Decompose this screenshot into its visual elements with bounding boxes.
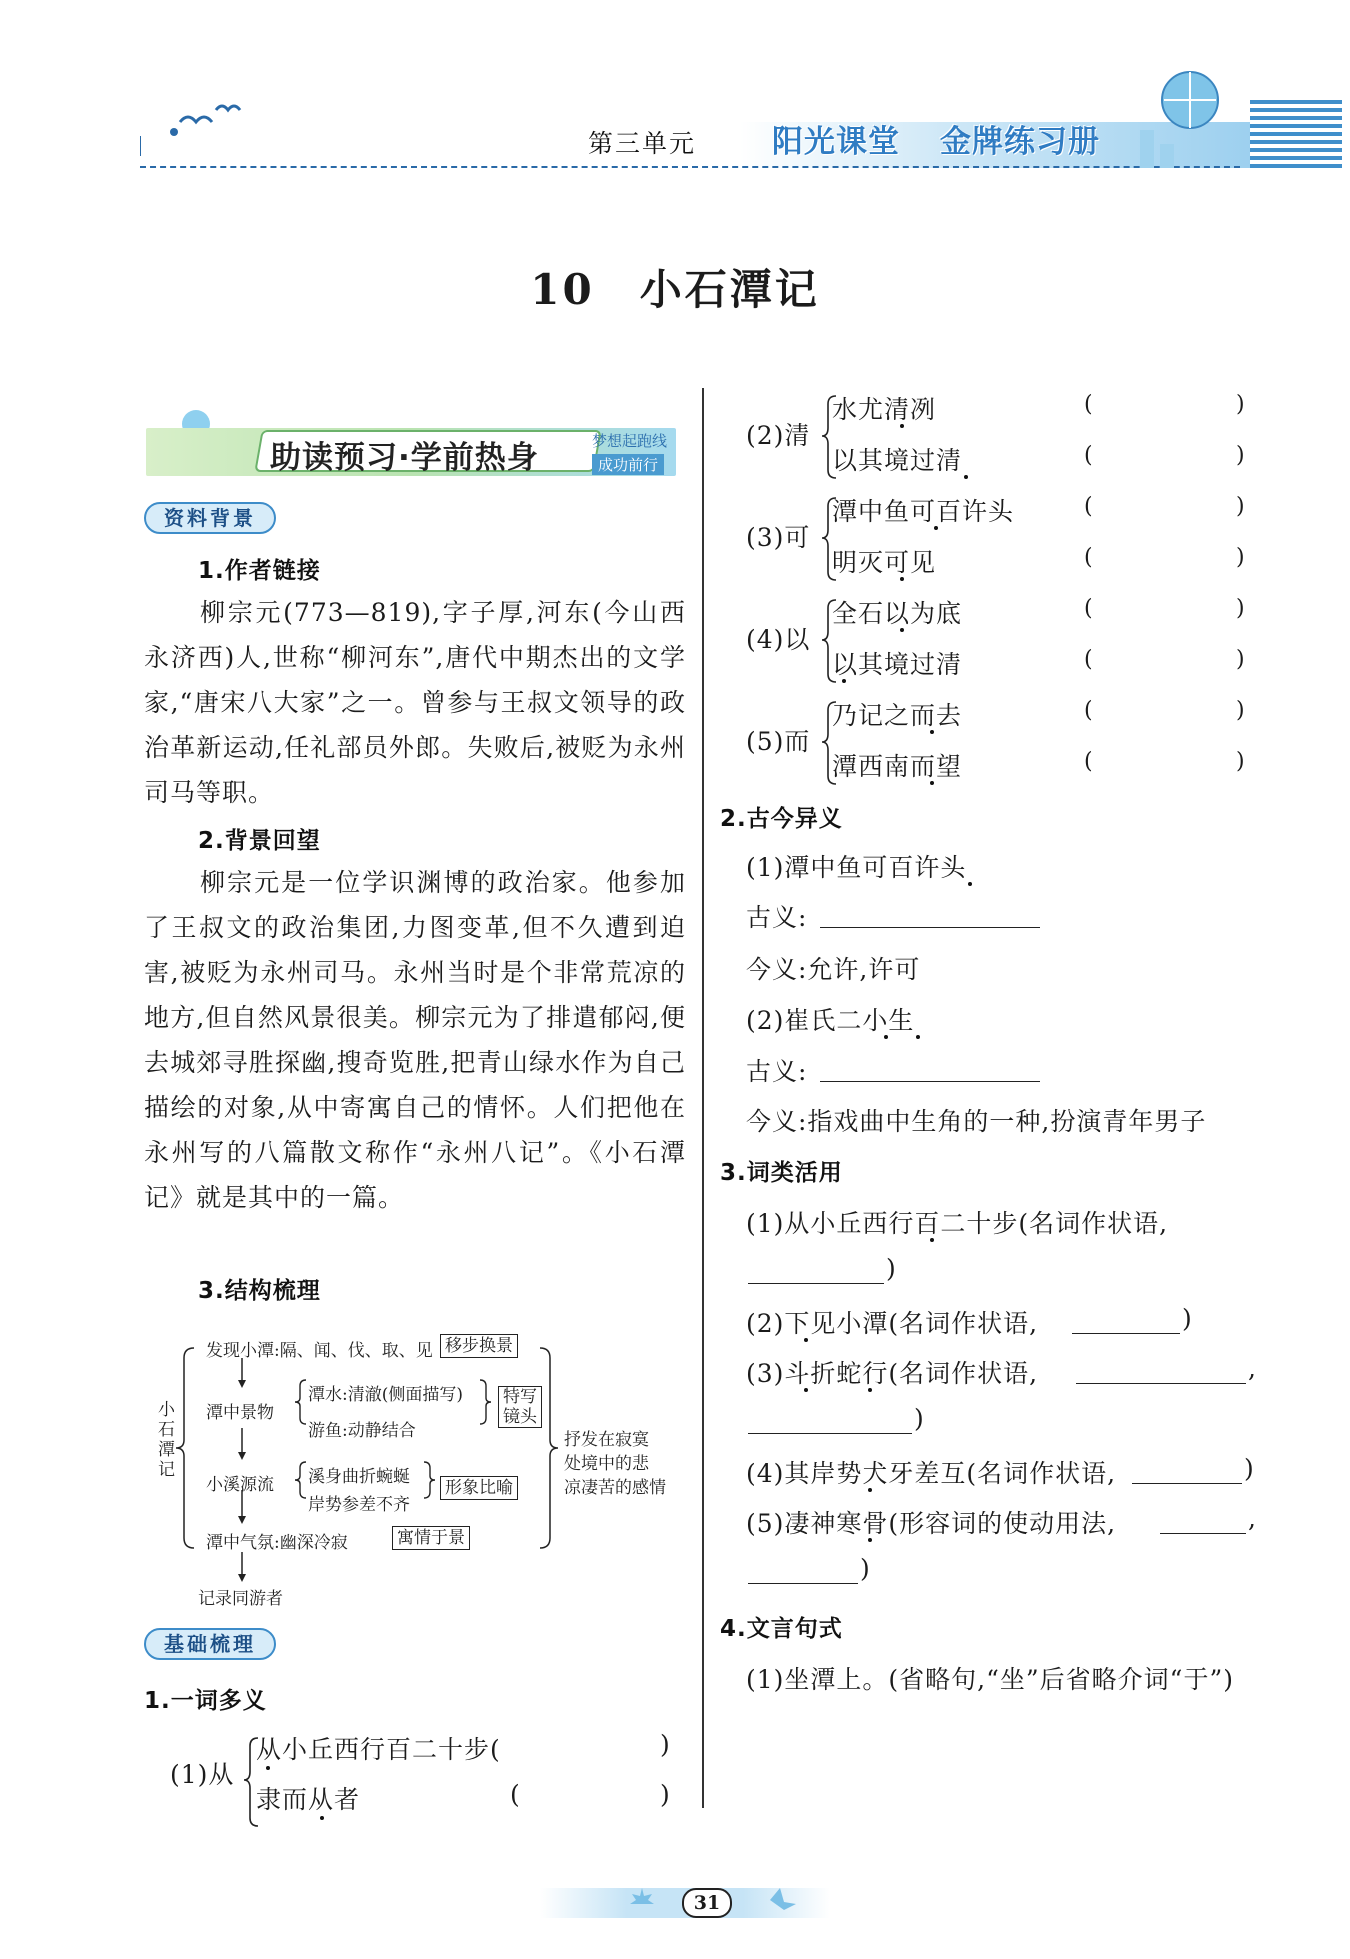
cl2-text: (2)下见小潭(名词作状语, (746, 1309, 1039, 1338)
header-stripes (1250, 100, 1342, 168)
section-banner (146, 400, 676, 476)
q1-paren-close-1: ) (660, 1730, 671, 1759)
group-5-item-2: 潭西南而望 (832, 752, 963, 781)
group-label-5: (5)而 (746, 727, 811, 756)
heading-polysemy: 1.一词多义 (144, 1688, 267, 1714)
banner-subtitle: 梦想起跑线 (592, 432, 668, 450)
cl3-blank-2[interactable] (748, 1408, 912, 1434)
cl5-comma: , (1248, 1504, 1257, 1533)
globe-icon (1120, 60, 1230, 170)
group-3-item-1: 潭中鱼可百许头 (832, 497, 1015, 526)
column-divider (702, 388, 704, 1808)
group-4-item-1: 全石以为底 (832, 599, 963, 628)
group-2-item-2: 以其境过清 (832, 446, 963, 475)
cl3-comma: , (1248, 1354, 1257, 1383)
diagram-scene-box: 特写 镜头 (498, 1386, 542, 1428)
group-label-4: (4)以 (746, 625, 811, 654)
group-label-3: (3)可 (746, 523, 811, 552)
heading-word-class: 3.词类活用 (720, 1160, 843, 1186)
diagram-scene: 潭中景物 (206, 1403, 274, 1423)
cl1-text: (1)从小丘西行百二十步(名词作状语, (746, 1209, 1169, 1238)
birds-icon (140, 96, 270, 156)
group-3-item-2: 明灭可见 (832, 548, 937, 577)
heading-ancient-modern: 2.古今异义 (720, 806, 843, 832)
jz1-text: (1)坐潭上。(省略句,“坐”后省略介词“于”) (746, 1665, 1234, 1694)
diagram-root-1: 小 (158, 1400, 175, 1420)
diagram-mood-box: 寓情于景 (392, 1526, 470, 1550)
diagram-emotion: 抒发在寂寞 处境中的悲 凉凄苦的感情 (564, 1430, 666, 1498)
diagram-mood: 潭中气氛:幽深冷寂 (206, 1533, 348, 1553)
diagram-find-box: 移步换景 (440, 1334, 518, 1358)
cl4-close: ) (1244, 1454, 1255, 1483)
cl3-close: ) (914, 1404, 925, 1433)
author-paragraph: 柳宗元(773—819),字子厚,河东(今山西永济西)人,世称“柳河东”,唐代中期杰出的文学家,“唐宋八大家”之一。曾参与王叔文领导的政治革新运动,任礼部员外郎。失败后,被贬为永州司马等职。 (144, 598, 686, 807)
cl2-blank[interactable] (1072, 1308, 1180, 1334)
diagram-stream: 小溪源流 (206, 1475, 274, 1495)
diagram-water: 潭水:清澈(侧面描写) (308, 1385, 463, 1405)
q1-paren-close-2: ) (660, 1780, 671, 1809)
gj1-sentence: (1)潭中鱼可百许头 (746, 853, 967, 882)
group-2-item-1: 水尤清冽 (832, 395, 937, 424)
gj2-sentence: (2)崔氏二小生 (746, 1006, 915, 1035)
q1-label: (1)从 (170, 1760, 235, 1789)
structure-diagram (140, 1330, 700, 1610)
diagram-fish: 游鱼:动静结合 (308, 1421, 416, 1441)
diagram-root-4: 记 (158, 1460, 175, 1480)
q1-item-2: 隶而从者 (256, 1785, 361, 1814)
badge-background: 资料背景 (144, 502, 276, 534)
diagram-root-3: 潭 (158, 1440, 175, 1460)
gj2-new: 今义:指戏曲中生角的一种,扮演青年男子 (746, 1107, 1207, 1136)
gj1-old-label: 古义: (746, 903, 808, 932)
group-4-item-2: 以其境过清 (832, 650, 963, 679)
banner-title: 助读预习·学前热身 (270, 440, 539, 476)
diagram-stream-2: 岸势参差不齐 (308, 1495, 410, 1515)
diagram-companions: 记录同游者 (198, 1589, 283, 1609)
cl5-text: (5)凄神寒骨(形容词的使动用法, (746, 1509, 1117, 1538)
page-title: 10 小石潭记 (530, 265, 820, 314)
brand-right: 金牌练习册 (940, 124, 1100, 160)
group-label-2: (2)清 (746, 421, 811, 450)
cl5-blank-1[interactable] (1160, 1508, 1246, 1534)
gj2-old-label: 古义: (746, 1057, 808, 1086)
banner-tagline: 成功前行 (592, 454, 664, 475)
cl2-close: ) (1182, 1304, 1193, 1333)
cl3-blank-1[interactable] (1076, 1358, 1246, 1384)
badge-basics: 基础梳理 (144, 1628, 276, 1660)
header-decoration (0, 0, 1350, 175)
brand-left: 阳光课堂 (772, 124, 900, 160)
heading-structure: 3.结构梳理 (198, 1278, 321, 1304)
gj1-old-blank[interactable] (820, 902, 1040, 928)
q1-item-1: 从小丘西行百二十步( (256, 1735, 501, 1764)
cl4-text: (4)其岸势犬牙差互(名词作状语, (746, 1459, 1117, 1488)
gj2-old-blank[interactable] (820, 1056, 1040, 1082)
gj1-new: 今义:允许,许可 (746, 955, 921, 984)
cl1-blank[interactable] (748, 1258, 884, 1284)
unit-label: 第三单元 (588, 129, 697, 158)
header-dashed-line (140, 166, 1240, 168)
cl3-text: (3)斗折蛇行(名词作状语, (746, 1359, 1039, 1388)
diagram-stream-box: 形象比喻 (440, 1476, 518, 1500)
diagram-root-2: 石 (158, 1420, 175, 1440)
diagram-stream-1: 溪身曲折蜿蜒 (308, 1467, 410, 1487)
heading-sentence-patterns: 4.文言句式 (720, 1616, 843, 1642)
diagram-find: 发现小潭:隔、闻、伐、取、见 (206, 1341, 433, 1361)
cl4-blank[interactable] (1132, 1458, 1242, 1484)
cl1-close: ) (886, 1254, 897, 1283)
group-5-item-1: 乃记之而去 (832, 701, 963, 730)
cl5-close: ) (860, 1554, 871, 1583)
page-number: 31 (682, 1888, 732, 1918)
q1-paren-open-2: ( (510, 1780, 521, 1809)
cl5-blank-2[interactable] (748, 1558, 858, 1584)
background-paragraph: 柳宗元是一位学识渊博的政治家。他参加了王叔文的政治集团,力图变革,但不久遭到迫害,被贬为永州司马。永州当时是个非常荒凉的地方,但自然风景很美。柳宗元为了排遣郁闷,便去城郊寻胜探幽,搜奇览胜,把青山绿水作为自己描绘的对象,从中寄寓自己的情怀。人们把他在永州写的八篇散文称作“永州八记”。《小石潭记》就是其中的一篇。 (144, 868, 686, 1212)
heading-author: 1.作者链接 (198, 558, 321, 584)
heading-background: 2.背景回望 (198, 828, 321, 854)
